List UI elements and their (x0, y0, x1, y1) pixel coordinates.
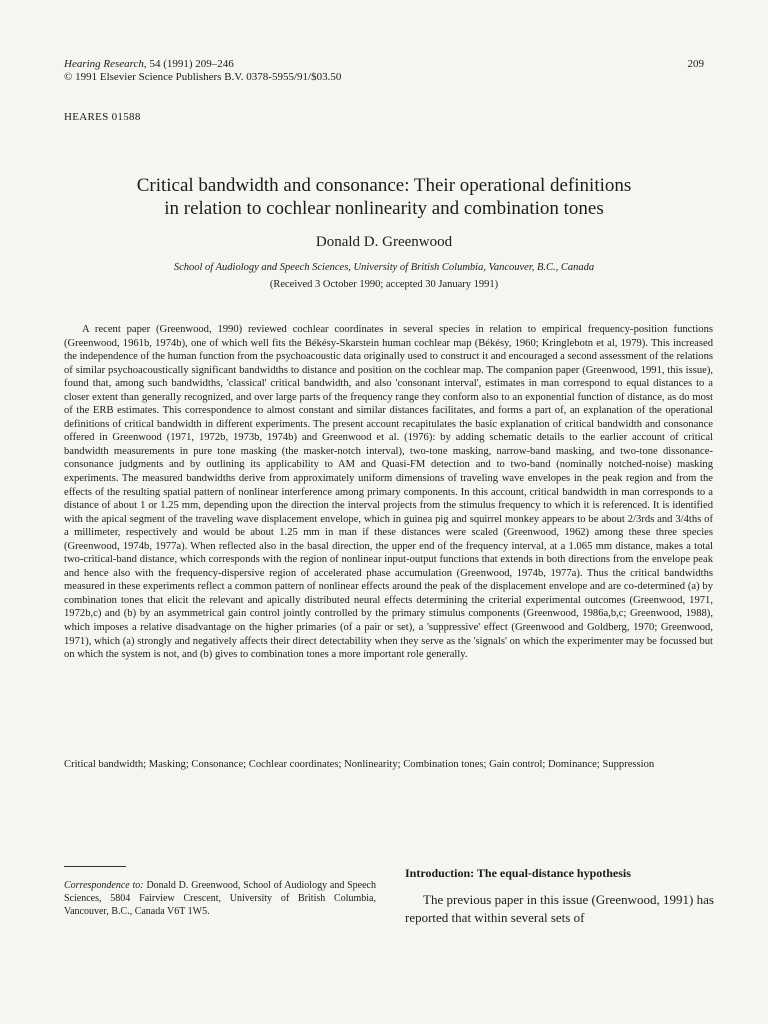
footnote-divider (64, 866, 126, 867)
copyright-line: © 1991 Elsevier Science Publishers B.V. 0378-5955/91/$03.50 (64, 71, 342, 83)
abstract-paragraph: A recent paper (Greenwood, 1990) reviewed cochlear coordinates in several species in relation to empirical frequency-position functions (Greenwood, 1961b, 1974b), one of which well fits the Békésy-Skarstein human cochlear map (Békésy, 1960; Kringlebotn et al, 1979). This increased the independence of the human function from the psychoacoustic data originally used to construct it and encouraged a second assessment of the relations of similar psychoacoustically significant bandwidths to distance and position on the cochlear map. The companion paper (Greenwood, 1991, this issue), found that, among such bandwidths, 'classical' critical bandwidth, and also 'consonant interval', estimates in man correspond to equal distances to a closer extent than generally recognized, and over large parts of the frequency range they conform also to an exponential function of distance, as do most of the ERB estimates. This correspondence to almost constant and similar distances facilitates, and forms a part of, an explanation of the operational definitions of critical bandwidth in different experiments. The present account recapitulates the basic explanation of critical bandwidth and consonance offered in Greenwood (1971, 1972b, 1973b, 1974b) and Greenwood et al. (1976): by adding schematic details to the earlier account of critical bandwidth measurements in pure tone masking (the masker-notch interval), two-tone masking, narrow-band masking, and two-tone dissonance-consonance judgments and by outlining its applicability to AM and Quasi-FM detection and to two-band (nominally notched-noise) masking experiments. The measured bandwidths derive from approximately uniform dimensions of traveling wave envelopes in the peak region and from the effects of the resulting spatial pattern of nonlinear interference among primary components. In this account, critical bandwidth in man corresponds to a distance of about 1 or 1.25 mm, depending upon the direction the interval projects from the stimulus frequency to which it is referenced. It is identified with the apical segment of the traveling wave displacement envelope, which in guinea pig and squirrel monkey appears to be about 2/3rds and 3/4ths of a millimeter, respectively and would be about 1.25 mm in man if these distances were scaled (Greenwood, 1962) among these three species (Greenwood, 1974b, 1977a). When reflected also in the basal direction, the upper end of the frequency interval, at a 1.065 mm distance, makes a total two-critical-band distance, which corresponds with the region of nonlinear input-output functions that extends in both directions from the envelope peak and hence also with the frequency-dispersive region of accelerated phase accumulation (Greenwood, 1974b, 1977a). Thus the critical bandwidths measured in these experiments reflect a common pattern of nonlinear effects around the peak of the displacement envelope and are co-determined (a) by combination tones that elicit the relevant and apically distributed neural effects determining the criterial experimental outcomes (Greenwood, 1971, 1972b,c) and (b) by an asymmetrical gain control jointly controlled by the primary stimulus components (Greenwood, 1986a,b,c; Greenwood, 1988), which imposes a relative disadvantage on the higher primaries (of a pair or set), a 'suppressive' effect (Greenwood and Goldberg, 1970; Greenwood, 1971), which (a) strongly and negatively affects their direct detectability when they serve as the 'signals' on which the experimenter may be focussed but on which the system is not, and (b) gives to combination tones a more important role generally. (64, 324, 713, 661)
author-affiliation: School of Audiology and Speech Sciences, University of British Columbia, Vancouver, B.C., Canada (173, 262, 595, 273)
article-code: HEARES 01588 (64, 111, 141, 123)
journal-citation (64, 58, 341, 84)
journal-name: Hearing Research, (64, 58, 147, 70)
keywords: Critical bandwidth; Masking; Consonance; Cochlear coordinates; Nonlinearity; Combination tones; Gain control; Dominance; Suppression (64, 759, 655, 770)
correspondence-footnote (64, 880, 376, 918)
journal-reference: 54 (1991) 209–246 (146, 58, 234, 70)
received-dates: (Received 3 October 1990; accepted 30 January 1991) (269, 279, 499, 290)
footnote-text: Donald D. Greenwood, School of Audiology and Speech Sciences, 5804 Fairview Crescent, University of British Columbia, Vancouver, B.C., Canada V6T 1W5. (64, 880, 376, 917)
title-line-1: Critical bandwidth and consonance: Their operational definitions (136, 175, 632, 196)
footnote-label: Correspondence to: (64, 880, 144, 891)
article-title (60, 174, 708, 220)
page-number: 209 (687, 58, 704, 70)
introduction-paragraph: The previous paper in this issue (Greenwood, 1991) has reported that within several sets of (405, 892, 714, 925)
author-name: Donald D. Greenwood (315, 234, 453, 250)
section-heading: Introduction: The equal-distance hypothesis (405, 866, 631, 880)
title-line-2: in relation to cochlear nonlinearity and combination tones (164, 198, 604, 219)
